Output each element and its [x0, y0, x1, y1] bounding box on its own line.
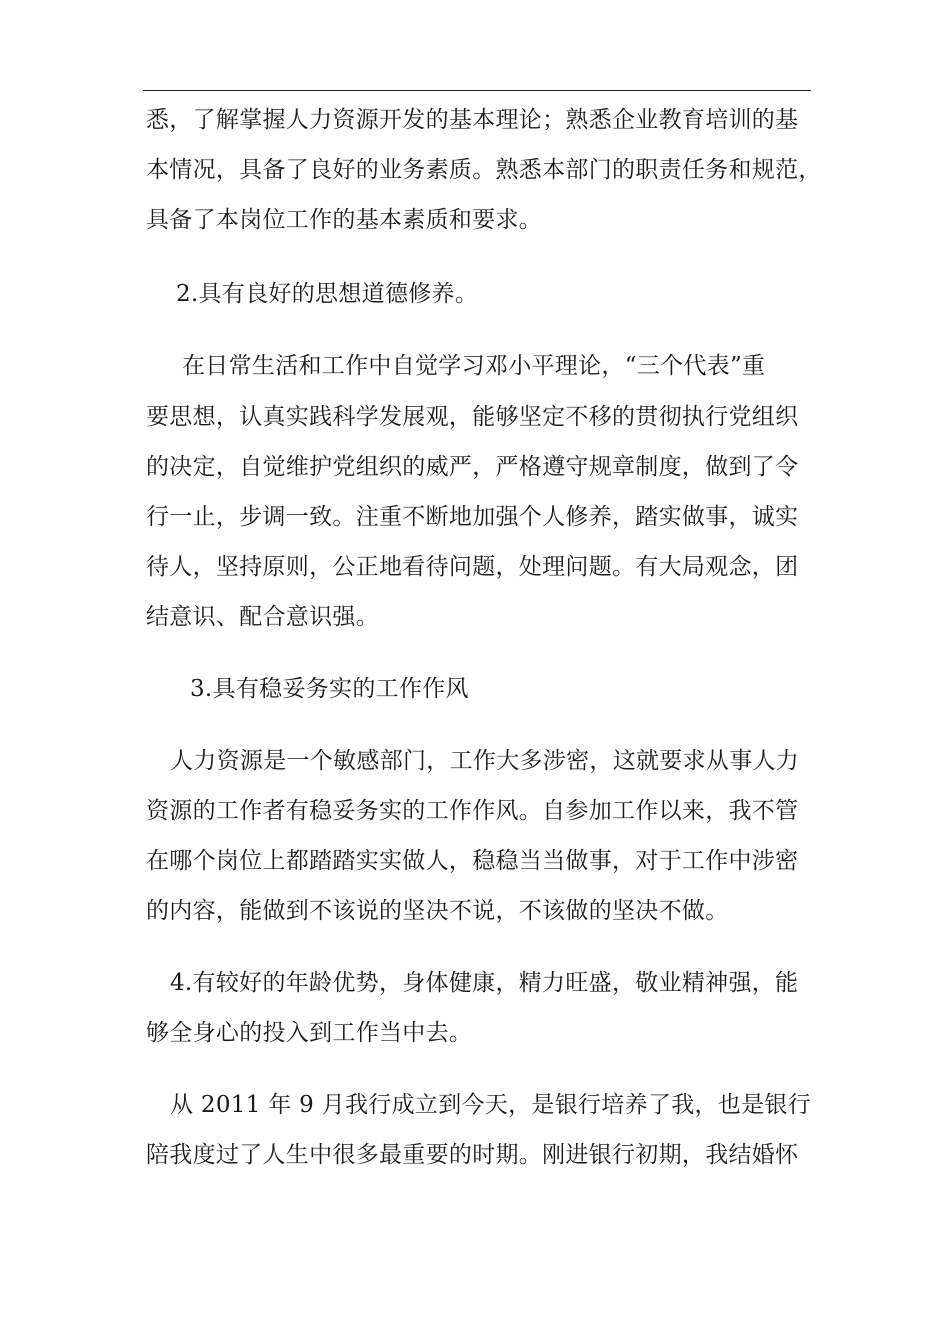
text-line: 在日常生活和工作中自觉学习邓小平理论，“三个代表”重 [182, 353, 766, 379]
section-heading: 4.有较好的年龄优势，身体健康，精力旺盛，敬业精神强，能 [170, 970, 799, 996]
text-line: 的内容，能做到不该说的坚决不说，不该做的坚决不做。 [146, 898, 729, 924]
section-heading: 2.具有良好的思想道德修养。 [176, 281, 479, 307]
text-line: 行一止，步调一致。注重不断地加强个人修养，踏实做事，诚实 [146, 504, 799, 530]
text-line: 待人，坚持原则，公正地看待问题，处理问题。有大局观念，团 [146, 554, 799, 580]
header-rule [143, 90, 811, 91]
text-line: 的决定，自觉维护党组织的威严，严格遵守规章制度，做到了令 [146, 454, 799, 480]
section-heading: 3.具有稳妥务实的工作作风 [190, 676, 469, 702]
text-line: 在哪个岗位上都踏踏实实做人，稳稳当当做事，对于工作中涉密 [146, 848, 799, 874]
text-line: 要思想，认真实践科学发展观，能够坚定不移的贯彻执行党组织 [146, 404, 799, 430]
text-line: 从 2011 年 9 月我行成立到今天，是银行培养了我，也是银行 [170, 1092, 812, 1118]
text-line: 陪我度过了人生中很多最重要的时期。刚进银行初期，我结婚怀 [146, 1142, 799, 1168]
text-line: 够全身心的投入到工作当中去。 [146, 1020, 473, 1046]
text-line: 具备了本岗位工作的基本素质和要求。 [146, 207, 543, 233]
text-line: 结意识、配合意识强。 [146, 604, 379, 630]
text-line: 悉，了解掌握人力资源开发的基本理论；熟悉企业教育培训的基 [146, 107, 799, 133]
text-line: 人力资源是一个敏感部门，工作大多涉密，这就要求从事人力 [170, 748, 800, 774]
text-line: 本情况，具备了良好的业务素质。熟悉本部门的职责任务和规范， [146, 157, 822, 183]
text-line: 资源的工作者有稳妥务实的工作作风。自参加工作以来，我不管 [146, 798, 799, 824]
